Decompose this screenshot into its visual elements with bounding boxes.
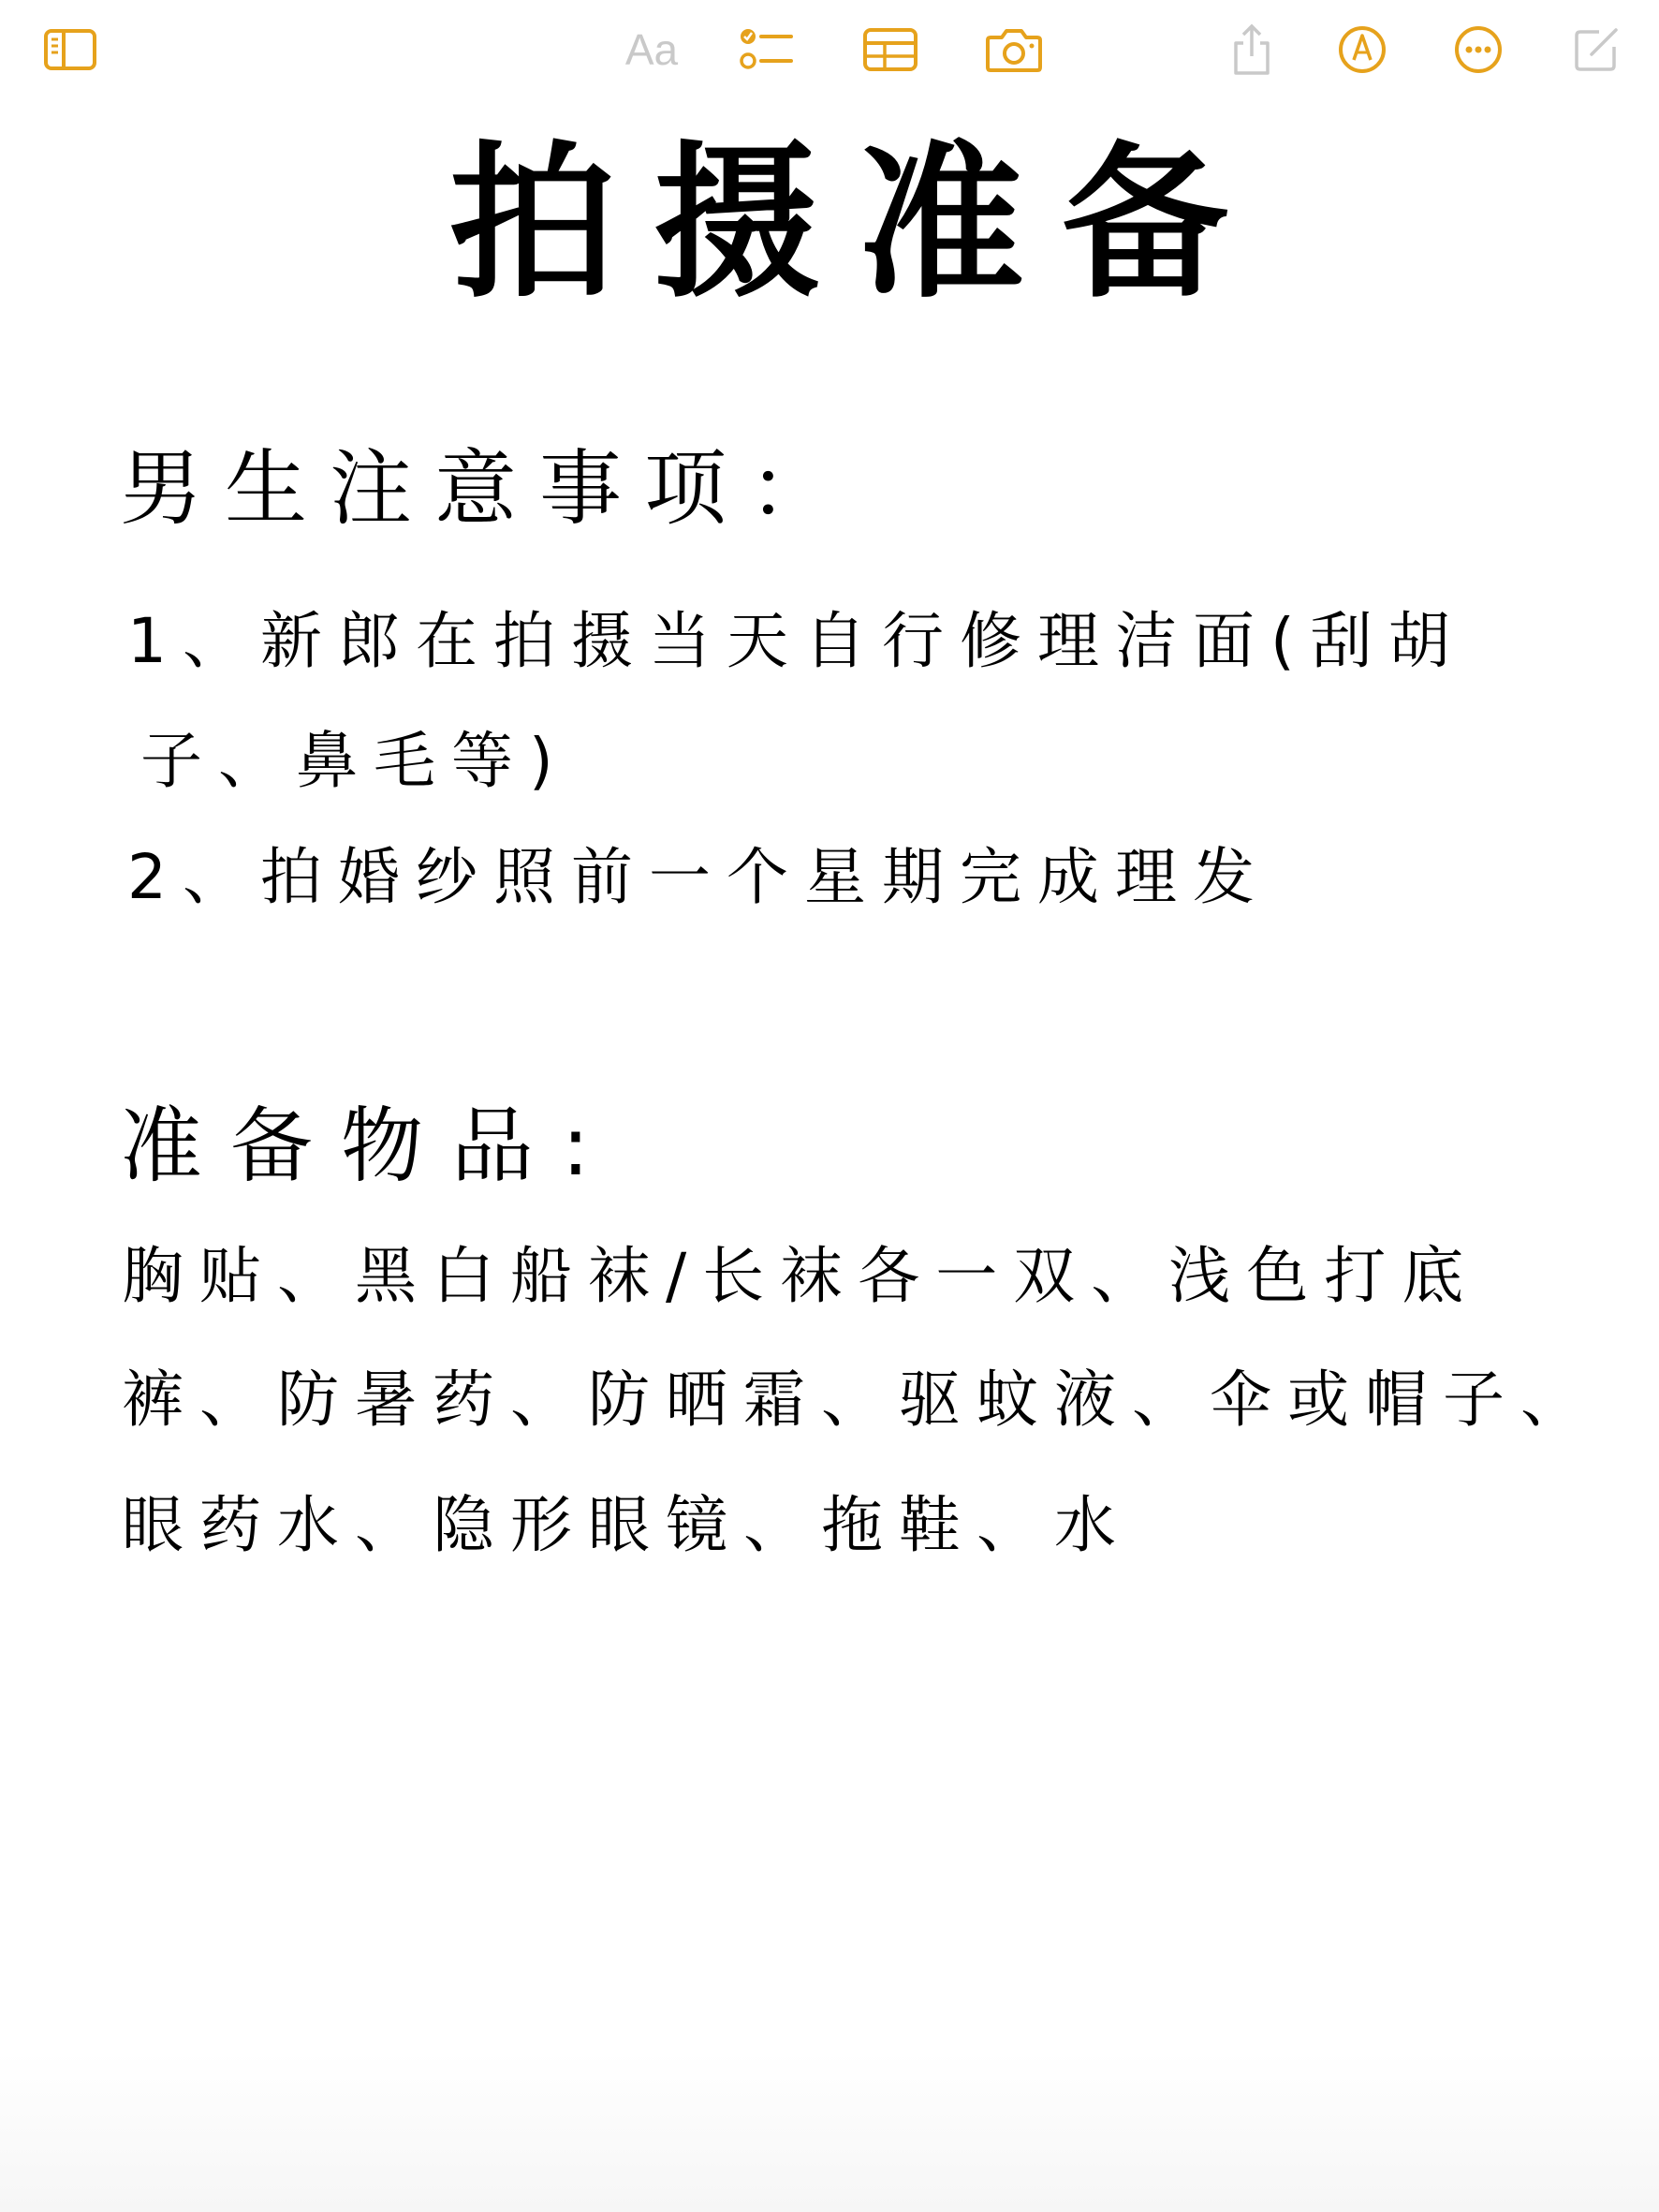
format-icon: Aa <box>624 25 679 74</box>
more-button[interactable] <box>1446 17 1511 82</box>
checklist-icon <box>739 25 795 74</box>
camera-button[interactable] <box>981 17 1047 82</box>
table-button[interactable] <box>858 17 923 82</box>
toolbar <box>0 0 1659 103</box>
section-heading-items: 准备物品: <box>120 1098 618 1194</box>
checklist-button[interactable] <box>734 17 800 82</box>
share-icon <box>1230 22 1273 77</box>
note-title: 拍摄准备 <box>449 126 1266 320</box>
compose-icon <box>1571 24 1622 75</box>
share-button[interactable] <box>1219 17 1285 82</box>
compose-button[interactable] <box>1564 17 1629 82</box>
note-line: 裤、防暑药、防晒霜、驱蚊液、伞或帽子、 <box>122 1364 1598 1436</box>
bottom-fade <box>0 2053 1659 2212</box>
note-line: 子、鼻毛等) <box>140 725 569 797</box>
sidebar-toggle-button[interactable] <box>37 17 103 82</box>
camera-icon <box>985 26 1043 73</box>
sidebar-icon <box>43 28 97 71</box>
note-line: 1、新郎在拍摄当天自行修理洁面(刮胡 <box>127 605 1466 677</box>
markup-icon <box>1337 24 1387 75</box>
more-icon <box>1453 24 1504 75</box>
note-line: 眼药水、隐形眼镜、拖鞋、水 <box>122 1489 1132 1561</box>
section-heading-male-notes: 男生注意事项： <box>120 440 855 537</box>
note-line: 胸贴、黑白船袜/长袜各一双、浅色打底 <box>122 1240 1480 1312</box>
note-line: 2、拍婚纱照前一个星期完成理发 <box>127 841 1270 913</box>
markup-button[interactable] <box>1329 17 1395 82</box>
table-icon <box>862 27 918 72</box>
format-button[interactable] <box>612 17 691 82</box>
